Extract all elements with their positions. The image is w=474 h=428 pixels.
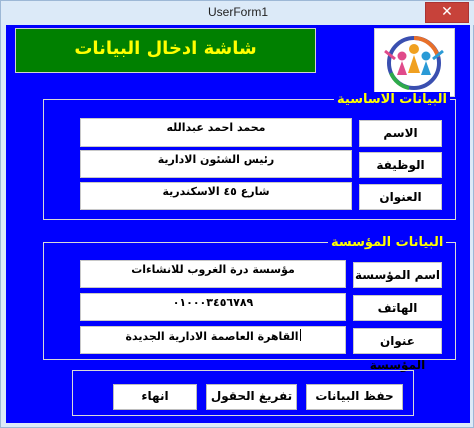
title-bar — [1, 1, 474, 25]
header-banner — [15, 28, 316, 73]
job-label: الوظيفة — [359, 152, 442, 178]
address-field[interactable]: شارع ٤٥ الاسكندرية — [80, 182, 352, 210]
phone-label: الهاتف — [353, 295, 442, 321]
finish-button[interactable]: انهاء — [113, 384, 197, 410]
org-data-frame-title: البيانات المؤسسة — [328, 235, 446, 250]
org-address-field[interactable] — [80, 326, 346, 354]
org-address-value: القاهرة العاصمة الادارية الجديدة — [125, 330, 299, 343]
logo-image — [374, 28, 455, 97]
org-address-label: عنوان المؤسسة — [353, 328, 442, 354]
window-title: UserForm1 — [207, 5, 268, 19]
phone-field[interactable]: ٠١٠٠٠٣٤٥٦٧٨٩ — [80, 293, 346, 321]
basic-data-frame-title: البيانات الاساسية — [334, 92, 450, 107]
name-field[interactable]: محمد احمد عبدالله — [80, 118, 352, 147]
org-name-label: اسم المؤسسة — [353, 262, 442, 288]
name-label: الاسم — [359, 120, 442, 147]
save-button[interactable]: حفظ البيانات — [306, 384, 403, 410]
close-button[interactable]: ✕ — [425, 2, 469, 23]
people-circle-logo-icon — [375, 29, 454, 96]
org-name-field[interactable]: مؤسسة درة الغروب للانشاءات — [80, 260, 346, 288]
text-caret — [300, 329, 301, 341]
job-field[interactable]: رئيس الشئون الادارية — [80, 150, 352, 178]
page-title: شاشة ادخال البيانات — [74, 38, 257, 59]
address-label: العنوان — [359, 184, 442, 210]
clear-fields-button[interactable]: تفريغ الحقول — [206, 384, 297, 410]
